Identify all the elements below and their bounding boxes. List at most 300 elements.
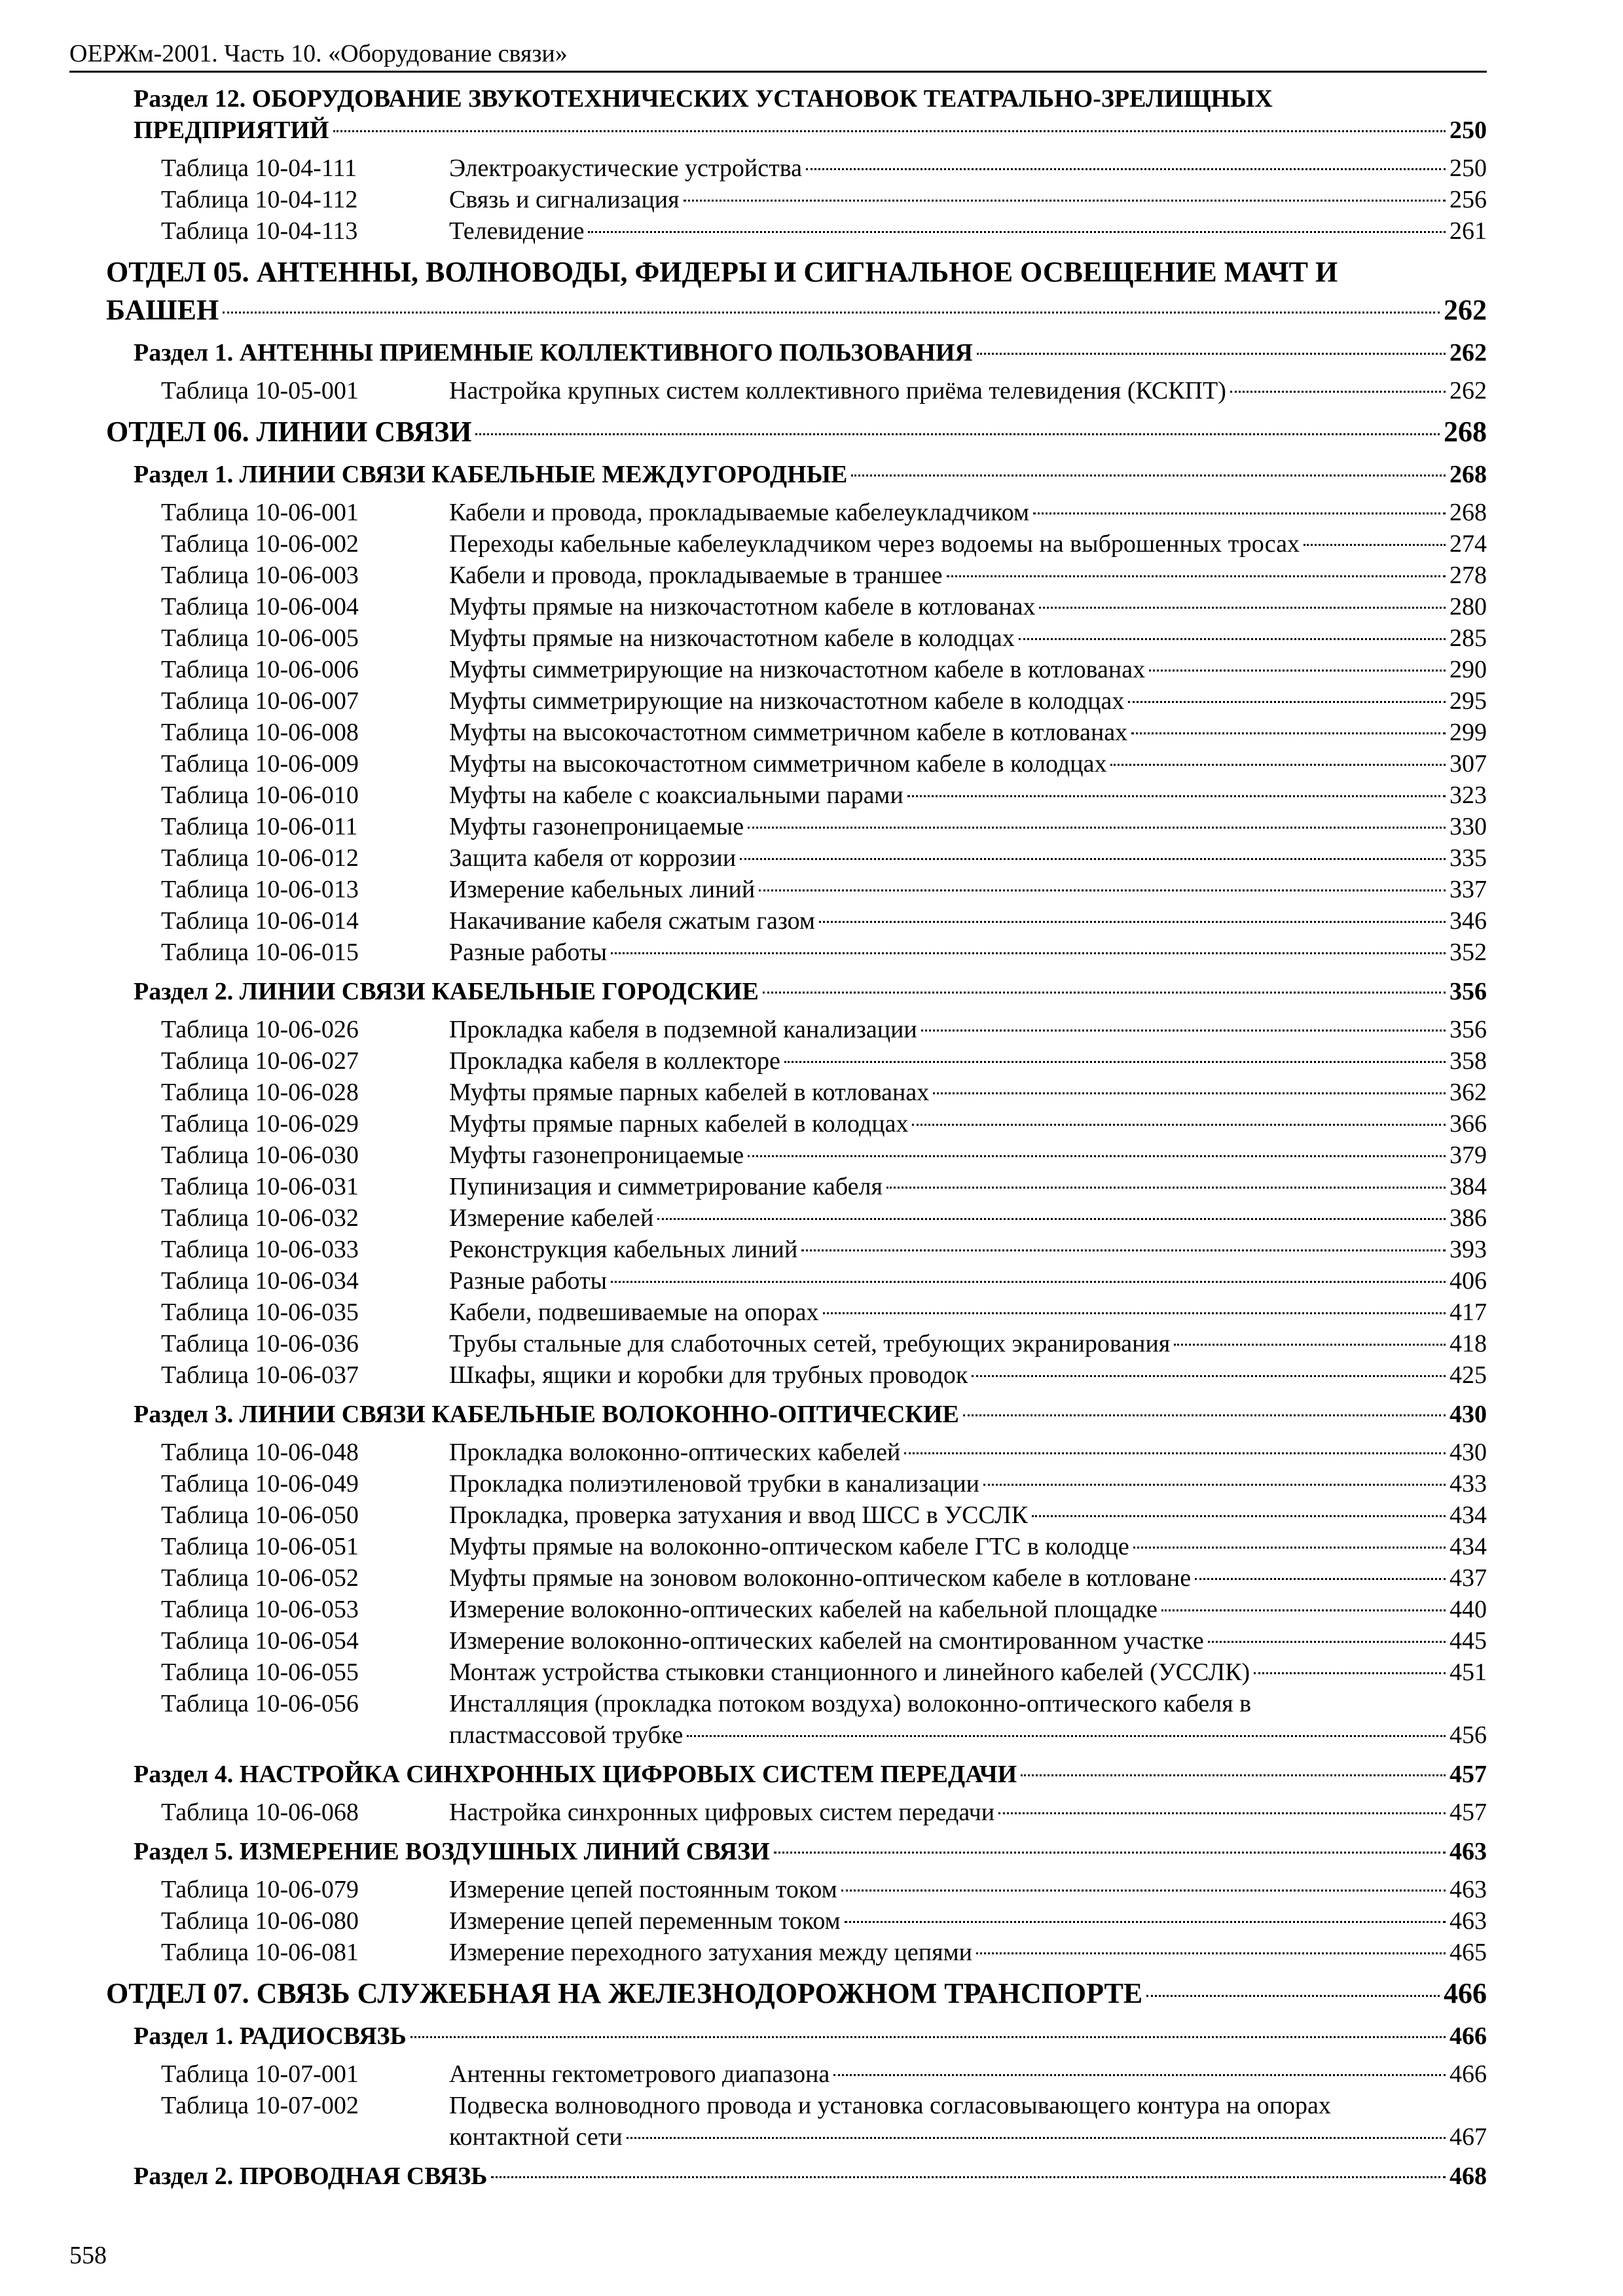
table-entry-body	[449, 1499, 1487, 1531]
dot-leader	[1254, 1672, 1446, 1674]
entry-page-number: 384	[1450, 1173, 1487, 1200]
entry-page-number: 299	[1450, 719, 1487, 746]
toc-table-entry	[0, 528, 1623, 560]
entry-title-row	[449, 528, 1487, 560]
table-entry-body	[449, 1234, 1487, 1265]
entry-title: Муфты симметрирующие на низкочастотном кабеле в колодцах	[449, 687, 1125, 715]
toc-table-entry	[0, 1562, 1623, 1594]
entry-title: Электроакустические устройства	[449, 154, 803, 182]
entry-page-number: 466	[1450, 2022, 1487, 2050]
entry-title-row	[134, 2020, 1487, 2052]
toc-table-entry	[0, 2058, 1623, 2090]
entry-title: Измерение кабелей	[449, 1204, 654, 1232]
entry-title: Муфты прямые на волоконно-оптическом кабеле ГТС в колодце	[449, 1533, 1129, 1560]
entry-page-number: 280	[1450, 593, 1487, 620]
table-entry-body	[449, 215, 1487, 247]
entry-title: Переходы кабельные кабелеукладчиком через водоемы на выброшенных тросах	[449, 530, 1300, 558]
dot-leader	[491, 2176, 1446, 2178]
table-entry-body	[449, 1797, 1487, 1828]
table-code: Таблица 10-06-049	[161, 1470, 359, 1498]
entry-title: Прокладка, проверка затухания и ввод ШСС в УССЛК	[449, 1501, 1028, 1529]
entry-page-number: 417	[1450, 1299, 1487, 1326]
dot-leader	[1195, 1578, 1446, 1580]
dot-leader	[687, 1735, 1446, 1737]
toc-table-entry	[0, 1688, 1623, 1751]
dot-leader	[1230, 391, 1446, 393]
entry-title-row	[134, 459, 1487, 490]
dot-leader	[841, 1890, 1446, 1892]
toc-table-entry	[0, 780, 1623, 811]
dot-leader	[851, 475, 1446, 476]
entry-title: пластмассовой трубке	[449, 1721, 684, 1749]
entry-title: Муфты прямые парных кабелей в котлованах	[449, 1079, 930, 1106]
table-entry-body	[449, 1594, 1487, 1625]
dot-leader	[1174, 1344, 1446, 1346]
table-entry-body	[449, 184, 1487, 215]
dot-leader	[588, 231, 1446, 233]
entry-page-number: 362	[1450, 1079, 1487, 1106]
table-entry-body	[449, 874, 1487, 905]
entry-title-row	[449, 1359, 1487, 1391]
entry-page-number: 406	[1450, 1267, 1487, 1295]
table-code: Таблица 10-06-050	[161, 1501, 359, 1529]
entry-title: Измерение волоконно-оптических кабелей на смонтированном участке	[449, 1627, 1204, 1655]
entry-title-row	[449, 1719, 1487, 1751]
toc-table-entry	[0, 1297, 1623, 1328]
toc-razdel-heading	[0, 1399, 1623, 1430]
toc-table-entry	[0, 1657, 1623, 1688]
dot-leader	[1133, 1547, 1446, 1549]
table-entry-body	[449, 1937, 1487, 1968]
table-code: Таблица 10-06-004	[161, 593, 359, 620]
entry-page-number: 256	[1450, 186, 1487, 213]
toc-razdel-heading	[0, 1759, 1623, 1790]
dot-leader	[933, 1092, 1446, 1094]
entry-page-number: 285	[1450, 624, 1487, 652]
entry-title: Пупинизация и симметрирование кабеля	[449, 1173, 883, 1200]
dot-leader	[1304, 544, 1446, 546]
entry-page-number: 352	[1450, 939, 1487, 966]
table-entry-body	[449, 375, 1487, 406]
entry-title-row	[449, 560, 1487, 591]
dot-leader	[904, 1452, 1446, 1454]
toc-table-entry	[0, 1014, 1623, 1045]
table-entry-body	[449, 654, 1487, 685]
toc-razdel-heading	[0, 976, 1623, 1007]
dot-leader	[963, 1414, 1446, 1416]
table-code: Таблица 10-06-031	[161, 1173, 359, 1200]
entry-title: Муфты газонепроницаемые	[449, 813, 744, 840]
entry-title-row	[449, 1499, 1487, 1531]
entry-page-number: 250	[1450, 154, 1487, 182]
table-entry-body	[449, 1437, 1487, 1468]
entry-title-line: Подвеска волноводного провода и установка согласовывающего контура на опорах	[449, 2092, 1331, 2119]
table-entry-body	[449, 1625, 1487, 1657]
entry-title: Кабели, подвешиваемые на опорах	[449, 1299, 819, 1326]
entry-title: Кабели и провода, прокладываемые кабелеукладчиком	[449, 499, 1030, 526]
toc-table-entry	[0, 184, 1623, 215]
entry-page-number: 366	[1450, 1110, 1487, 1138]
toc-table-entry	[0, 905, 1623, 937]
table-entry-body	[449, 905, 1487, 937]
entry-title: Накачивание кабеля сжатым газом	[449, 907, 815, 935]
entry-title: Раздел 2. ЛИНИИ СВЯЗИ КАБЕЛЬНЫЕ ГОРОДСКИЕ	[134, 978, 759, 1005]
dot-leader	[886, 1187, 1446, 1189]
dot-leader	[907, 795, 1446, 797]
table-entry-body	[449, 1468, 1487, 1499]
toc-table-entry	[0, 1202, 1623, 1234]
entry-title: Разные работы	[449, 1267, 608, 1295]
entry-title-row	[134, 2161, 1487, 2192]
entry-title: Муфты прямые на низкочастотном кабеле в колодцах	[449, 624, 1015, 652]
toc-table-entry	[0, 717, 1623, 748]
entry-page-number: 330	[1450, 813, 1487, 840]
entry-title-row	[106, 291, 1487, 329]
toc-razdel-heading	[0, 2161, 1623, 2192]
dot-leader	[912, 1124, 1446, 1126]
toc-table-entry	[0, 1468, 1623, 1499]
entry-title: Защита кабеля от коррозии	[449, 844, 737, 872]
table-code: Таблица 10-06-007	[161, 687, 359, 715]
toc-table-entry	[0, 748, 1623, 780]
table-code: Таблица 10-06-079	[161, 1876, 359, 1903]
entry-title-row	[134, 337, 1487, 368]
entry-title-row	[449, 152, 1487, 184]
entry-page-number: 418	[1450, 1330, 1487, 1357]
dot-leader	[1146, 1995, 1440, 1997]
entry-title: БАШЕН	[106, 294, 219, 326]
entry-title: Раздел 1. РАДИОСВЯЗЬ	[134, 2022, 407, 2050]
entry-page-number: 337	[1450, 876, 1487, 903]
entry-page-number: 465	[1450, 1939, 1487, 1966]
dot-leader	[774, 1852, 1446, 1854]
dot-leader	[833, 2074, 1446, 2076]
table-code: Таблица 10-06-068	[161, 1799, 359, 1826]
table-code: Таблица 10-06-009	[161, 750, 359, 778]
toc-razdel-heading	[0, 1836, 1623, 1867]
entry-title-row	[449, 874, 1487, 905]
entry-page-number: 456	[1450, 1721, 1487, 1749]
toc-table-entry	[0, 1499, 1623, 1531]
toc-table-entry	[0, 1171, 1623, 1202]
dot-leader	[1161, 1609, 1446, 1611]
entry-page-number: 346	[1450, 907, 1487, 935]
entry-page-number: 430	[1450, 1439, 1487, 1466]
entry-title: Муфты на кабеле с коаксиальными парами	[449, 781, 903, 809]
entry-page-number: 356	[1450, 978, 1487, 1005]
dot-leader	[763, 992, 1446, 994]
entry-title: Монтаж устройства стыковки станционного и линейного кабелей (УССЛК)	[449, 1659, 1250, 1686]
toc-table-entry	[0, 1905, 1623, 1937]
entry-page-number: 433	[1450, 1470, 1487, 1498]
table-code: Таблица 10-06-028	[161, 1079, 359, 1106]
dot-leader	[784, 1061, 1446, 1063]
entry-page-number: 463	[1450, 1876, 1487, 1903]
dot-leader	[740, 858, 1446, 860]
table-entry-body	[449, 1014, 1487, 1045]
toc-table-entry	[0, 215, 1623, 247]
entry-title-line: ОТДЕЛ 05. АНТЕННЫ, ВОЛНОВОДЫ, ФИДЕРЫ И СИГНАЛЬНОЕ ОСВЕЩЕНИЕ МАЧТ И	[106, 256, 1338, 288]
entry-title-row	[449, 1797, 1487, 1828]
entry-page-number: 323	[1450, 781, 1487, 809]
toc-table-entry	[0, 1108, 1623, 1139]
entry-title-row	[449, 1297, 1487, 1328]
table-entry-body	[449, 528, 1487, 560]
entry-title: Раздел 3. ЛИНИИ СВЯЗИ КАБЕЛЬНЫЕ ВОЛОКОННО-ОПТИЧЕСКИЕ	[134, 1401, 959, 1428]
table-code: Таблица 10-07-001	[161, 2060, 359, 2088]
toc-table-entry	[0, 1359, 1623, 1391]
table-code: Таблица 10-06-051	[161, 1533, 359, 1560]
dot-leader	[223, 312, 1440, 314]
table-entry-body	[449, 1905, 1487, 1937]
toc-otdel-heading	[0, 1975, 1623, 2013]
table-code: Таблица 10-04-111	[161, 154, 357, 182]
entry-title: контактной сети	[449, 2123, 623, 2151]
entry-page-number: 437	[1450, 1564, 1487, 1592]
table-entry-body	[449, 497, 1487, 528]
entry-title: Прокладка полиэтиленовой трубки в канализации	[449, 1470, 980, 1498]
entry-page-number: 430	[1450, 1401, 1487, 1428]
toc-razdel-heading	[0, 459, 1623, 490]
entry-title: Измерение переходного затухания между цепями	[449, 1939, 972, 1966]
entry-title-row	[449, 811, 1487, 842]
entry-title: Кабели и провода, прокладываемые в траншее	[449, 562, 943, 589]
toc-table-entry	[0, 560, 1623, 591]
table-code: Таблица 10-06-052	[161, 1564, 359, 1592]
entry-page-number: 445	[1450, 1627, 1487, 1655]
table-code: Таблица 10-06-030	[161, 1141, 359, 1169]
dot-leader	[998, 1812, 1446, 1814]
table-code: Таблица 10-06-055	[161, 1659, 359, 1686]
table-code: Таблица 10-06-013	[161, 876, 359, 903]
entry-title-row	[449, 780, 1487, 811]
toc-table-entry	[0, 654, 1623, 685]
table-entry-body	[449, 1688, 1487, 1751]
dot-leader	[627, 2137, 1446, 2139]
dot-leader	[684, 200, 1446, 202]
table-code: Таблица 10-06-029	[161, 1110, 359, 1138]
entry-title: Раздел 1. ЛИНИИ СВЯЗИ КАБЕЛЬНЫЕ МЕЖДУГОРОДНЫЕ	[134, 461, 848, 488]
dot-leader	[823, 1312, 1446, 1314]
table-entry-body	[449, 2090, 1487, 2153]
entry-title-row	[449, 1657, 1487, 1688]
table-code: Таблица 10-06-054	[161, 1627, 359, 1655]
entry-page-number: 274	[1450, 530, 1487, 558]
entry-title-row	[449, 1077, 1487, 1108]
entry-page-number: 466	[1450, 2060, 1487, 2088]
table-of-contents	[0, 75, 1623, 2198]
toc-table-entry	[0, 1328, 1623, 1359]
entry-title-row	[449, 1937, 1487, 1968]
table-code: Таблица 10-06-026	[161, 1016, 359, 1043]
entry-title: ОТДЕЛ 06. ЛИНИИ СВЯЗИ	[106, 416, 472, 448]
dot-leader	[1208, 1641, 1446, 1643]
entry-title: Настройка синхронных цифровых систем передачи	[449, 1799, 995, 1826]
table-entry-body	[449, 560, 1487, 591]
entry-title: Прокладка волоконно-оптических кабелей	[449, 1439, 901, 1466]
page-number: 558	[69, 2242, 107, 2269]
table-entry-body	[449, 591, 1487, 622]
table-code: Таблица 10-06-033	[161, 1236, 359, 1263]
entry-title: Раздел 4. НАСТРОЙКА СИНХРОННЫХ ЦИФРОВЫХ СИСТЕМ ПЕРЕДАЧИ	[134, 1761, 1017, 1788]
entry-page-number: 278	[1450, 562, 1487, 589]
table-code: Таблица 10-06-010	[161, 781, 359, 809]
entry-title: ПРЕДПРИЯТИЙ	[134, 117, 329, 144]
dot-leader	[947, 575, 1446, 577]
entry-title: Муфты на высокочастотном симметричном кабеле в котлованах	[449, 719, 1128, 746]
toc-table-entry	[0, 1797, 1623, 1828]
entry-page-number: 457	[1450, 1761, 1487, 1788]
table-entry-body	[449, 1202, 1487, 1234]
dot-leader	[1110, 764, 1446, 766]
table-entry-body	[449, 1077, 1487, 1108]
table-code: Таблица 10-06-006	[161, 656, 359, 683]
entry-title-row	[449, 1171, 1487, 1202]
dot-leader	[1032, 1515, 1446, 1517]
table-code: Таблица 10-06-034	[161, 1267, 359, 1295]
entry-title-row	[449, 1594, 1487, 1625]
table-code: Таблица 10-06-036	[161, 1330, 359, 1357]
entry-title-row	[449, 622, 1487, 654]
entry-page-number: 451	[1450, 1659, 1487, 1686]
toc-table-entry	[0, 375, 1623, 406]
dot-leader	[748, 1155, 1446, 1157]
dot-leader	[1033, 512, 1446, 514]
entry-title: Антенны гектометрового диапазона	[449, 2060, 830, 2088]
entry-page-number: 250	[1450, 117, 1487, 144]
table-entry-body	[449, 1874, 1487, 1905]
entry-title-row	[449, 591, 1487, 622]
dot-leader	[819, 921, 1446, 923]
entry-title-row	[449, 2121, 1487, 2153]
toc-razdel-heading	[0, 337, 1623, 368]
entry-title: Муфты симметрирующие на низкочастотном кабеле в котлованах	[449, 656, 1146, 683]
entry-title-row	[449, 375, 1487, 406]
entry-title: Шкафы, ящики и коробки для трубных проводок	[449, 1361, 968, 1389]
table-entry-body	[449, 1139, 1487, 1171]
header-rule	[69, 71, 1487, 73]
table-code: Таблица 10-06-002	[161, 530, 359, 558]
dot-leader	[1128, 701, 1446, 703]
table-entry-body	[449, 1171, 1487, 1202]
table-entry-body	[449, 1297, 1487, 1328]
dot-leader	[976, 1952, 1446, 1954]
entry-title-row	[449, 1625, 1487, 1657]
entry-page-number: 268	[1450, 499, 1487, 526]
entry-title-row	[449, 1437, 1487, 1468]
table-entry-body	[449, 1108, 1487, 1139]
entry-page-number: 356	[1450, 1016, 1487, 1043]
dot-leader	[806, 168, 1446, 170]
toc-razdel-heading	[0, 2020, 1623, 2052]
entry-page-number: 468	[1450, 2162, 1487, 2190]
entry-title-row	[449, 1202, 1487, 1234]
toc-table-entry	[0, 622, 1623, 654]
entry-title-row	[449, 748, 1487, 780]
dot-leader	[333, 130, 1446, 132]
toc-table-entry	[0, 811, 1623, 842]
entry-title-row	[134, 976, 1487, 1007]
table-code: Таблица 10-06-048	[161, 1439, 359, 1466]
toc-table-entry	[0, 842, 1623, 874]
entry-title-row	[449, 1531, 1487, 1562]
table-entry-body	[449, 1531, 1487, 1562]
entry-page-number: 457	[1450, 1799, 1487, 1826]
entry-title-row	[449, 1468, 1487, 1499]
entry-title: Муфты газонепроницаемые	[449, 1141, 744, 1169]
toc-table-entry	[0, 2090, 1623, 2153]
dot-leader	[475, 433, 1440, 435]
table-code: Таблица 10-06-037	[161, 1361, 359, 1389]
toc-table-entry	[0, 591, 1623, 622]
entry-title: Раздел 1. АНТЕННЫ ПРИЕМНЫЕ КОЛЛЕКТИВНОГО ПОЛЬЗОВАНИЯ	[134, 339, 973, 367]
toc-table-entry	[0, 1045, 1623, 1077]
entry-title-line: Раздел 12. ОБОРУДОВАНИЕ ЗВУКОТЕХНИЧЕСКИХ УСТАНОВОК ТЕАТРАЛЬНО-ЗРЕЛИЩНЫХ	[134, 85, 1273, 113]
dot-leader	[801, 1249, 1446, 1251]
entry-title-row	[106, 1975, 1487, 2013]
table-code: Таблица 10-04-113	[161, 217, 358, 245]
table-code: Таблица 10-07-002	[161, 2092, 359, 2119]
table-entry-body	[449, 1328, 1487, 1359]
entry-title-row	[449, 842, 1487, 874]
dot-leader	[410, 2036, 1446, 2038]
entry-page-number: 335	[1450, 844, 1487, 872]
table-code: Таблица 10-05-001	[161, 377, 359, 404]
entry-title-row	[449, 1562, 1487, 1594]
table-entry-body	[449, 2058, 1487, 2090]
toc-table-entry	[0, 1594, 1623, 1625]
table-code: Таблица 10-06-003	[161, 562, 359, 589]
entry-title: Раздел 5. ИЗМЕРЕНИЕ ВОЗДУШНЫХ ЛИНИЙ СВЯЗИ	[134, 1838, 770, 1865]
entry-title-row	[449, 1045, 1487, 1077]
entry-title: Разные работы	[449, 939, 608, 966]
dot-leader	[657, 1218, 1446, 1220]
table-entry-body	[449, 780, 1487, 811]
toc-table-entry	[0, 1874, 1623, 1905]
toc-table-entry	[0, 1437, 1623, 1468]
entry-page-number: 307	[1450, 750, 1487, 778]
entry-title: Муфты прямые парных кабелей в колодцах	[449, 1110, 909, 1138]
entry-title-row	[106, 413, 1487, 451]
toc-otdel-heading	[0, 253, 1623, 329]
toc-table-entry	[0, 1234, 1623, 1265]
entry-title: Муфты прямые на зоновом волоконно-оптическом кабеле в котловане	[449, 1564, 1192, 1592]
entry-title: Телевидение	[449, 217, 585, 245]
dot-leader	[1039, 607, 1446, 609]
dot-leader	[1131, 732, 1446, 734]
entry-title: Настройка крупных систем коллективного приёма телевидения (КСКПТ)	[449, 377, 1226, 404]
toc-table-entry	[0, 1265, 1623, 1297]
table-code: Таблица 10-06-005	[161, 624, 359, 652]
table-code: Таблица 10-06-081	[161, 1939, 359, 1966]
toc-table-entry	[0, 685, 1623, 717]
table-code: Таблица 10-06-027	[161, 1047, 359, 1075]
dot-leader	[611, 952, 1446, 954]
table-code: Таблица 10-06-080	[161, 1907, 359, 1935]
dot-leader	[611, 1281, 1446, 1283]
running-head: ОЕРЖм-2001. Часть 10. «Оборудование связи»	[69, 40, 568, 67]
entry-page-number: 434	[1450, 1533, 1487, 1560]
entry-title-row	[449, 937, 1487, 968]
entry-page-number: 268	[1450, 461, 1487, 488]
entry-title: Муфты прямые на низкочастотном кабеле в котлованах	[449, 593, 1036, 620]
dot-leader	[1149, 670, 1446, 672]
entry-title-row	[134, 1399, 1487, 1430]
table-entry-body	[449, 1657, 1487, 1688]
entry-title-row	[134, 1759, 1487, 1790]
entry-title-row	[449, 1328, 1487, 1359]
entry-page-number: 358	[1450, 1047, 1487, 1075]
